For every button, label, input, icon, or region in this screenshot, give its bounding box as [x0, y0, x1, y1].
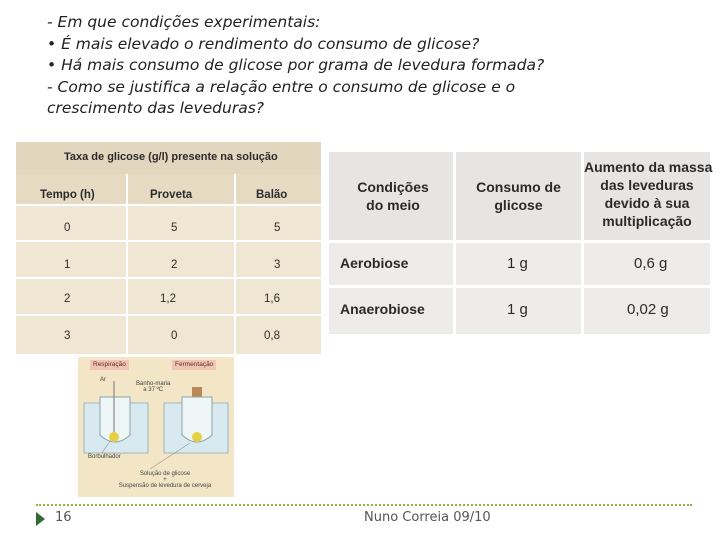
table-cell: 5	[274, 222, 281, 234]
footer-divider	[36, 504, 692, 506]
table-cell: 1 g	[507, 255, 528, 272]
table-cell: 0,02 g	[627, 301, 669, 318]
header-tempo: Tempo (h)	[40, 189, 95, 201]
table-cell: 0,6 g	[634, 255, 668, 272]
table-cell: 1	[64, 259, 71, 271]
question-line: crescimento das leveduras?	[47, 99, 265, 117]
divider	[329, 240, 710, 243]
divider	[16, 240, 321, 242]
table-cell: 0	[171, 330, 178, 342]
label-air: Ar	[100, 377, 106, 383]
divider	[16, 204, 321, 206]
divider	[329, 285, 710, 288]
table-cell: 1,2	[160, 293, 176, 305]
table-cell: 2	[64, 293, 71, 305]
table-cell: 1 g	[507, 301, 528, 318]
question-line: • É mais elevado o rendimento do consumo de glicose?	[47, 34, 480, 53]
header-proveta: Proveta	[150, 189, 193, 201]
table-caption-text: Taxa de glicose (g/l) presente na solução	[64, 151, 278, 163]
stopper-icon	[192, 387, 202, 397]
slide-number: 16	[55, 510, 72, 525]
yeast-right	[192, 432, 202, 442]
table-cell: 5	[171, 222, 178, 234]
table-cell: 3	[274, 259, 281, 271]
yeast-left	[109, 432, 119, 442]
table-caption	[16, 142, 321, 174]
label-water-bath: Banho-maria a 37 ºC	[136, 381, 171, 393]
divider	[16, 277, 321, 279]
table-cell: 3	[64, 330, 71, 342]
divider	[234, 174, 236, 354]
header-mass-increase: Aumento da massa das leveduras devido à sua multiplicação	[584, 159, 713, 229]
row-label: Aerobiose	[340, 255, 409, 271]
questions-text	[47, 12, 647, 120]
question-line: - Como se justifica a relação entre o consumo de glicose e o	[47, 77, 516, 96]
header-glucose: Consumo de glicose	[476, 179, 561, 213]
tag-respiration: Respiração	[90, 360, 129, 370]
yeast-conditions-table	[329, 152, 713, 334]
question-line: - Em que condições experimentais:	[47, 13, 321, 31]
question-line: • Há mais consumo de glicose por grama de levedura formada?	[47, 56, 545, 74]
arrow-icon	[36, 512, 45, 526]
table-cell: 1,6	[264, 293, 280, 305]
header-conditions: Condições do meio	[357, 179, 429, 213]
tag-fermentation: Fermentação	[172, 360, 216, 370]
footer-author: Nuno Correia 09/10	[364, 510, 491, 525]
label-solution: Solução de glicose + Suspensão de levedura de cerveja	[118, 471, 212, 489]
divider	[16, 314, 321, 316]
table-cell: 0,8	[264, 330, 280, 342]
divider	[126, 174, 128, 354]
glucose-rate-table	[16, 142, 321, 354]
table-cell: 0	[64, 222, 71, 234]
table-cell: 2	[171, 259, 178, 271]
row-label: Anaerobiose	[340, 301, 425, 317]
flasks-drawing	[78, 357, 234, 497]
header-balao: Balão	[256, 189, 288, 201]
label-bubbler: Borbulhador	[88, 454, 121, 460]
experiment-illustration	[78, 357, 234, 497]
